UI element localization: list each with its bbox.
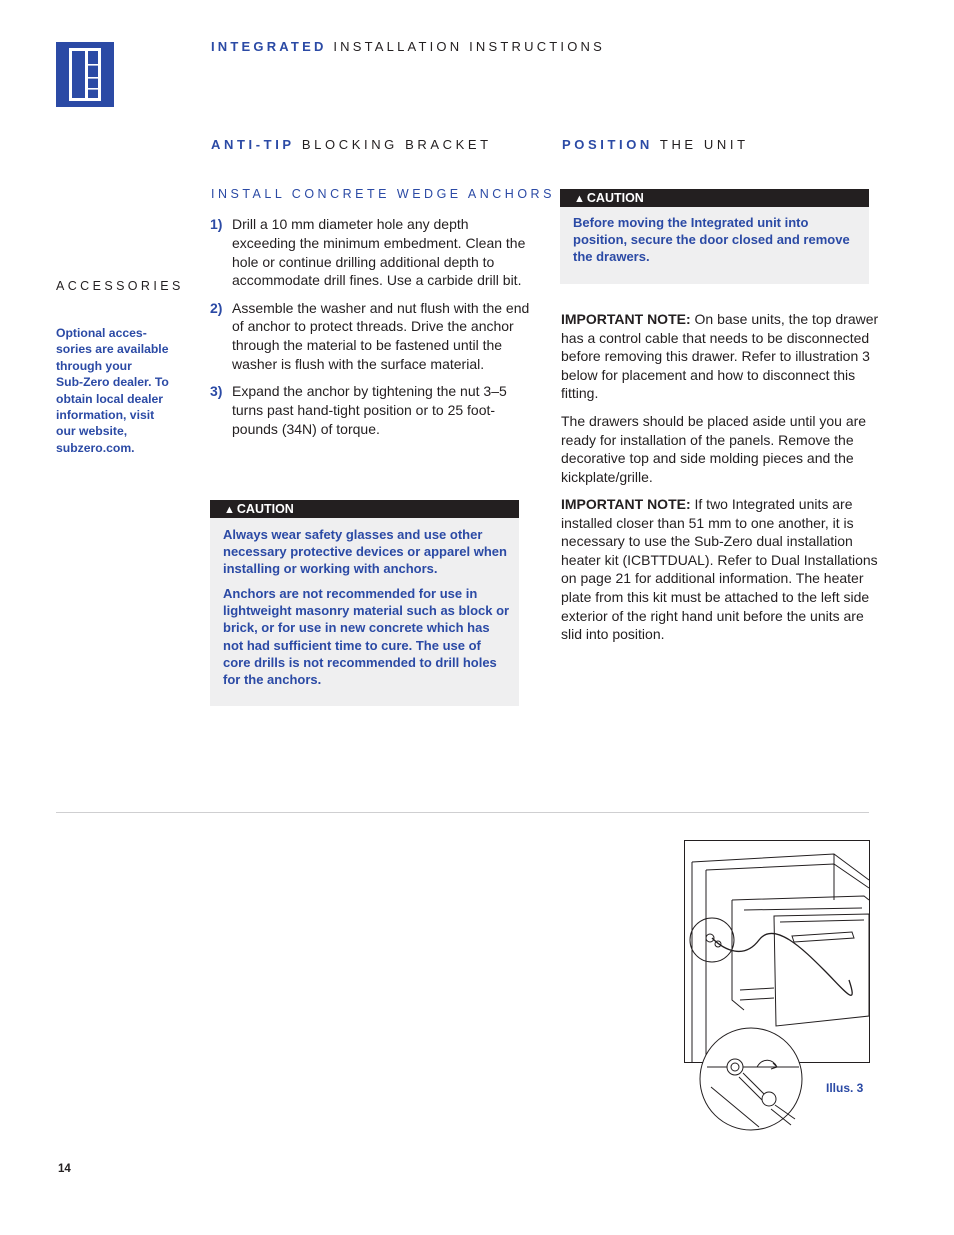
position-section-title xyxy=(562,137,749,152)
page-number: 14 xyxy=(58,1163,71,1175)
caution-paragraph: Before moving the Integrated unit into position, secure the door closed and remove the drawers. xyxy=(573,215,850,265)
list-item xyxy=(210,299,532,374)
anti-tip-title-bold: ANTI-TIP xyxy=(211,137,295,152)
section-divider xyxy=(56,812,869,813)
concrete-anchors-subheading: INSTALL CONCRETE WEDGE ANCHORS xyxy=(211,187,555,201)
header-title-rest: INSTALLATION INSTRUCTIONS xyxy=(333,39,606,54)
accessories-note-line: obtain local dealer xyxy=(56,391,164,406)
accessories-note-line: Sub-Zero dealer. To xyxy=(56,375,169,390)
position-caution-box xyxy=(560,189,869,284)
warning-triangle-icon: ▲ xyxy=(574,193,585,205)
step-number: 2) xyxy=(210,299,223,316)
anchor-caution-box xyxy=(210,500,519,706)
important-note-text: If two Integrated units are installed closer than 51 mm to one another, it is necessary to use the Sub-Zero dual installation heater kit (ICBTTDUAL). Refer to Dual Installations on page 21 for additional information. The heater plate from this kit must be attached to the left side exterior of the right hand unit before the units are slid into position. xyxy=(561,496,878,643)
caution-label-text: CAUTION xyxy=(236,502,294,516)
anti-tip-section-title xyxy=(211,137,492,152)
important-note-label: IMPORTANT NOTE: xyxy=(561,311,691,327)
header-title-bold: INTEGRATED xyxy=(211,39,327,54)
important-note-1 xyxy=(561,310,883,403)
caution-header-bar xyxy=(210,500,519,518)
anchor-steps-list xyxy=(210,215,532,447)
illustration-label: Illus. 3 xyxy=(826,1081,864,1095)
caution-paragraph: Anchors are not recommended for use in lightweight masonry material such as block or brick, or for use in new concrete which has not had sufficient time to cure. The use of core drills is not recommended to drill holes for the anchors. xyxy=(223,586,510,688)
step-text: Drill a 10 mm diameter hole any depth exceeding the minimum embedment. Clean the hole or continue drilling additional depth to accommodate drill fines. Use a carbide drill bit. xyxy=(232,216,526,289)
drawers-paragraph: The drawers should be placed aside until you are ready for installation of the panels. Remove the decorative top and side molding pieces and the kickplate/grille. xyxy=(561,413,867,485)
caution-label xyxy=(224,500,294,519)
important-note-text: On base units, the top drawer has a control cable that needs to be disconnected before removing this drawer. Refer to illustration 3 below for placement and how to disconnect this fitting. xyxy=(561,311,879,402)
caution-paragraph: Always wear safety glasses and use other necessary protective devices or apparel when installing or working with anchors. xyxy=(223,527,507,577)
list-item xyxy=(210,215,532,290)
accessories-note-line: subzero.com. xyxy=(56,440,135,455)
position-title-rest: THE UNIT xyxy=(659,137,749,152)
step-text: Assemble the washer and nut flush with the end of anchor to protect threads. Drive the anchor through the material to be fastened until the washer is flush with the surface material. xyxy=(232,299,530,373)
document-header xyxy=(211,39,605,54)
refrigerator-logo-icon xyxy=(56,42,114,107)
step-number: 1) xyxy=(210,216,223,232)
accessories-note xyxy=(56,325,188,456)
step-text: Expand the anchor by tightening the nut 3–5 turns past hand-tight position or to 25 foot-pounds (34N) of torque. xyxy=(232,383,507,437)
warning-triangle-icon: ▲ xyxy=(224,504,235,516)
accessories-note-line: through your xyxy=(56,358,132,373)
accessories-note-line: information, visit xyxy=(56,408,155,423)
accessories-heading: ACCESSORIES xyxy=(56,279,184,293)
position-title-bold: POSITION xyxy=(562,137,653,152)
anti-tip-title-rest: BLOCKING BRACKET xyxy=(301,137,492,152)
accessories-note-line: our website, xyxy=(56,424,128,439)
accessories-note-line: sories are available xyxy=(56,342,169,357)
caution-header-bar xyxy=(560,189,869,207)
list-item xyxy=(210,382,532,438)
important-note-label: IMPORTANT NOTE: xyxy=(561,496,691,512)
important-note-2 xyxy=(561,495,883,644)
caution-label-text: CAUTION xyxy=(586,191,644,205)
accessories-note-line: Optional acces- xyxy=(56,326,147,340)
fitting-detail-illustration xyxy=(699,1027,803,1131)
caution-label xyxy=(574,189,644,208)
step-number: 3) xyxy=(210,383,223,400)
brand-logo xyxy=(56,42,114,107)
